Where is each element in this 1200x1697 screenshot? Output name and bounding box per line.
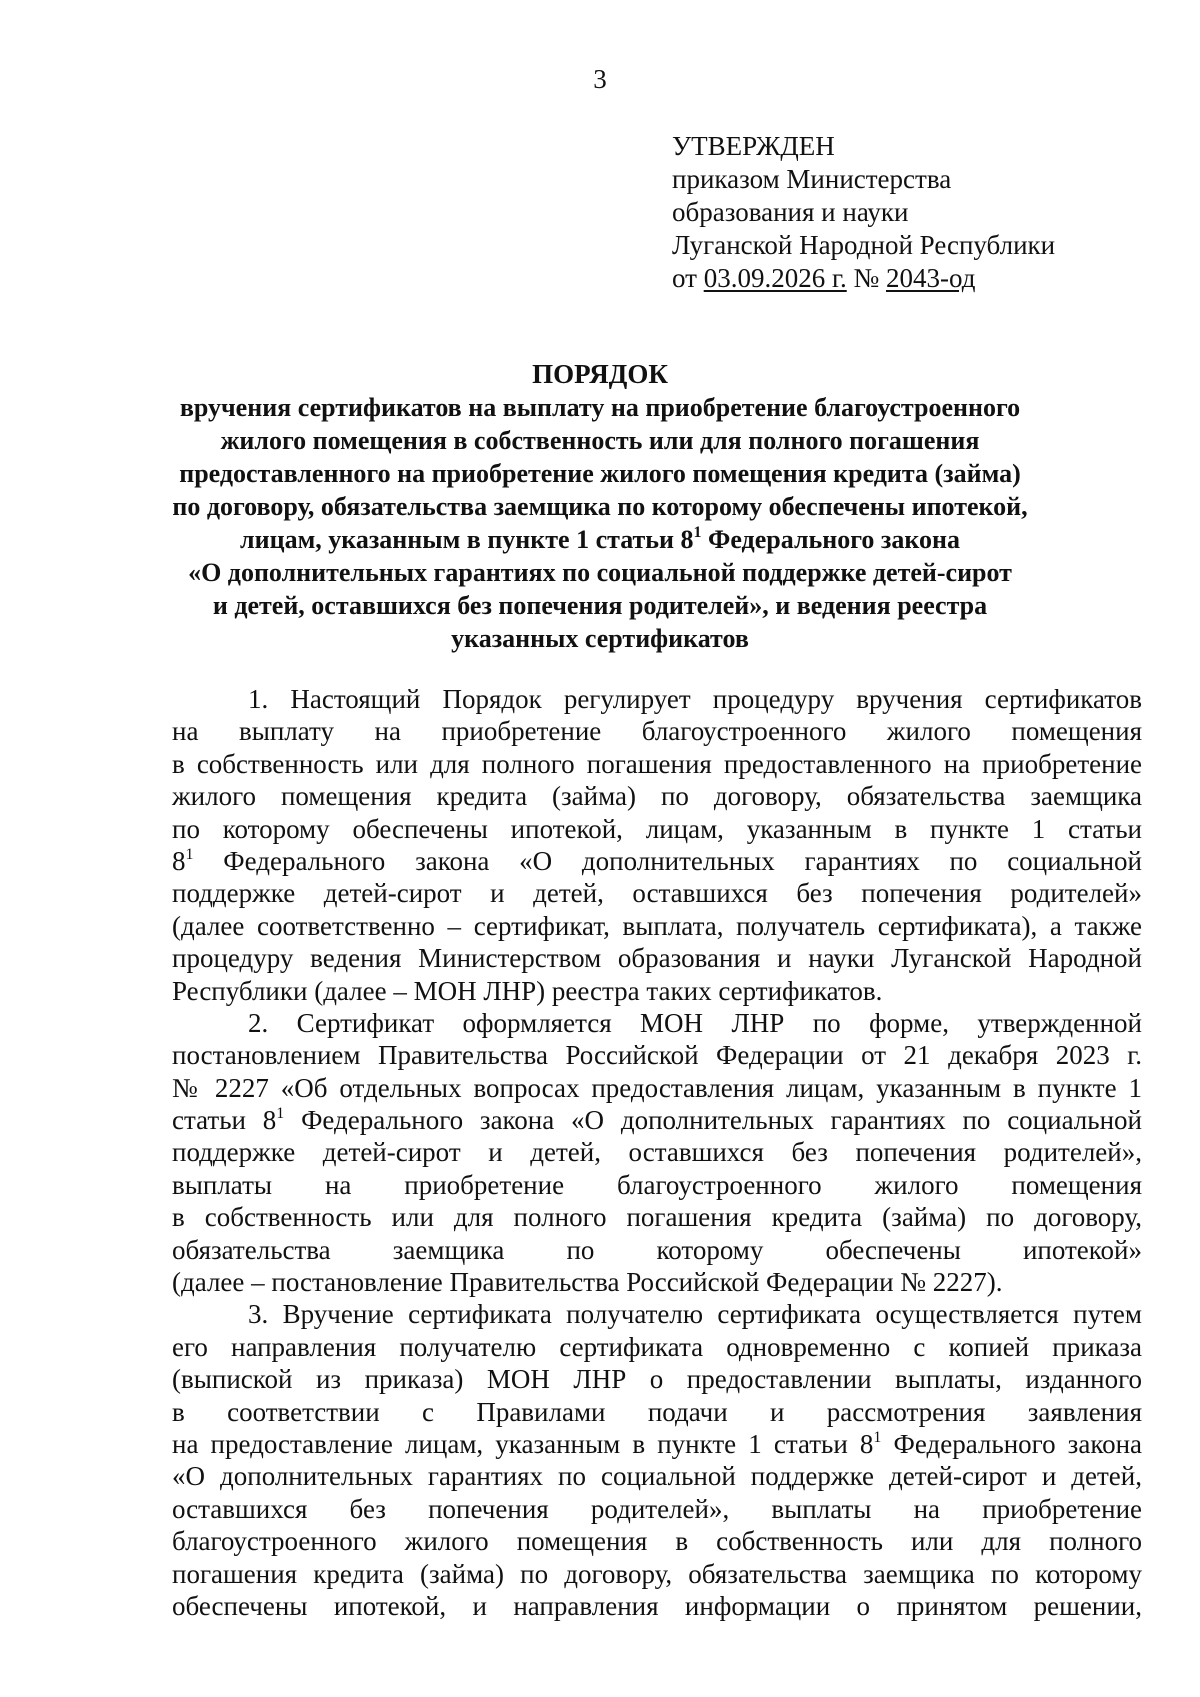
text-line: 1. Настоящий Порядок регулирует процедуру вручения сертификатов bbox=[248, 684, 1142, 714]
text-line: погашения кредита (займа) по договору, обязательства заемщика по которому bbox=[172, 1558, 1142, 1589]
paragraph-3 bbox=[172, 1298, 1142, 1622]
superscript: 1 bbox=[873, 1428, 882, 1446]
text-fragment: Федерального закона «О дополнительных гарантиях по социальной bbox=[284, 1105, 1142, 1136]
heading-text: Федерального закона bbox=[701, 525, 960, 554]
text-line: оставшихся без попечения родителей», выплаты на приобретение bbox=[172, 1493, 1142, 1524]
text-line: (выпиской из приказа) МОН ЛНР о предоставлении выплаты, изданного bbox=[172, 1364, 1142, 1395]
text-line: поддержке детей-сирот и детей, оставшихся без попечения родителей», bbox=[172, 1137, 1142, 1168]
text-line: обеспечены ипотекой, и направления информации о принятом решении, bbox=[172, 1590, 1142, 1621]
heading-line: указанных сертификатов bbox=[451, 624, 749, 653]
text-line: выплаты на приобретение благоустроенного жилого помещения bbox=[172, 1169, 1142, 1200]
heading-line: по договору, обязательства заемщика по которому обеспечены ипотекой, bbox=[172, 492, 1028, 521]
text-line: по которому обеспечены ипотекой, лицам, указанным в пункте 1 статьи bbox=[172, 813, 1142, 844]
text-line: поддержке детей-сирот и детей, оставшихся без попечения родителей» bbox=[172, 878, 1142, 909]
superscript: 1 bbox=[185, 845, 194, 863]
text-fragment: на предоставление лицам, указанным в пункте 1 статьи 8 bbox=[172, 1428, 874, 1459]
text-line: его направления получателю сертификата одновременно с копией приказа bbox=[172, 1331, 1142, 1362]
superscript: 1 bbox=[276, 1105, 285, 1123]
paragraph-1 bbox=[172, 683, 1142, 1007]
text-line: 2. Сертификат оформляется МОН ЛНР по форме, утвержденной bbox=[248, 1007, 1142, 1038]
heading-line: вручения сертификатов на выплату на приобретение благоустроенного bbox=[179, 393, 1021, 422]
text-fragment: Федерального закона «О дополнительных гарантиях по социальной bbox=[193, 845, 1142, 876]
text-line bbox=[172, 1104, 1142, 1136]
approval-line: образования и науки bbox=[672, 197, 909, 227]
order-number: 2043-од bbox=[886, 263, 976, 293]
approval-line: Луганской Народной Республики bbox=[672, 230, 1056, 260]
text-line: «О дополнительных гарантиях по социальной поддержке детей-сирот и детей, bbox=[172, 1461, 1142, 1492]
heading-line: и детей, оставшихся без попечения родителей», и ведения реестра bbox=[212, 591, 988, 620]
approval-line: приказом Министерства bbox=[672, 164, 952, 194]
heading-line bbox=[140, 523, 1060, 556]
text-line: (далее – постановление Правительства Российской Федерации № 2227). bbox=[172, 1267, 1003, 1298]
approval-block bbox=[672, 130, 1055, 295]
text-line: № 2227 «Об отдельных вопросах предоставления лицам, указанным в пункте 1 bbox=[172, 1072, 1142, 1103]
text-line: (далее соответственно – сертификат, выплата, получатель сертификата), а также bbox=[172, 910, 1142, 941]
text-line bbox=[172, 1428, 1142, 1460]
text-fragment: Федерального закона bbox=[881, 1428, 1143, 1459]
approval-date-line bbox=[672, 262, 1055, 295]
heading-line: предоставленного на приобретение жилого помещения кредита (займа) bbox=[179, 459, 1021, 488]
text-line: обязательства заемщика по которому обеспечены ипотекой» bbox=[172, 1234, 1142, 1265]
text-line: на выплату на приобретение благоустроенного жилого помещения bbox=[172, 716, 1142, 747]
text-line: 3. Вручение сертификата получателю сертификата осуществляется путем bbox=[248, 1299, 1142, 1330]
approval-line: УТВЕРЖДЕН bbox=[672, 131, 835, 161]
paragraph-2 bbox=[172, 1007, 1142, 1299]
page-number: 3 bbox=[593, 64, 607, 94]
number-prefix: № bbox=[846, 263, 886, 293]
order-date: 03.09.2026 г. bbox=[703, 263, 847, 293]
document-heading bbox=[140, 358, 1060, 655]
heading-text: лицам, указанным в пункте 1 статьи 8 bbox=[240, 525, 694, 554]
text-line: постановлением Правительства Российской Федерации от 21 декабря 2023 г. bbox=[172, 1040, 1142, 1071]
text-line: благоустроенного жилого помещения в собственность или для полного bbox=[172, 1526, 1142, 1557]
heading-line: жилого помещения в собственность или для полного погашения bbox=[220, 426, 980, 455]
heading-line: «О дополнительных гарантиях по социальной поддержке детей-сирот bbox=[188, 558, 1012, 587]
text-line: в собственность или для полного погашения предоставленного на приобретение bbox=[172, 748, 1142, 779]
body-text bbox=[172, 683, 1142, 1622]
text-fragment: статьи 8 bbox=[172, 1105, 277, 1136]
text-fragment: 8 bbox=[172, 845, 186, 876]
date-prefix: от bbox=[672, 263, 704, 293]
superscript: 1 bbox=[693, 524, 702, 541]
text-line: Республики (далее – МОН ЛНР) реестра таких сертификатов. bbox=[172, 975, 883, 1006]
text-line: жилого помещения кредита (займа) по договору, обязательства заемщика bbox=[172, 781, 1142, 812]
text-line: в соответствии с Правилами подачи и рассмотрения заявления bbox=[172, 1396, 1142, 1427]
document-title: ПОРЯДОК bbox=[532, 359, 668, 389]
text-line bbox=[172, 845, 1142, 877]
text-line: процедуру ведения Министерством образования и науки Луганской Народной bbox=[172, 943, 1142, 974]
text-line: в собственность или для полного погашения кредита (займа) по договору, bbox=[172, 1202, 1142, 1233]
